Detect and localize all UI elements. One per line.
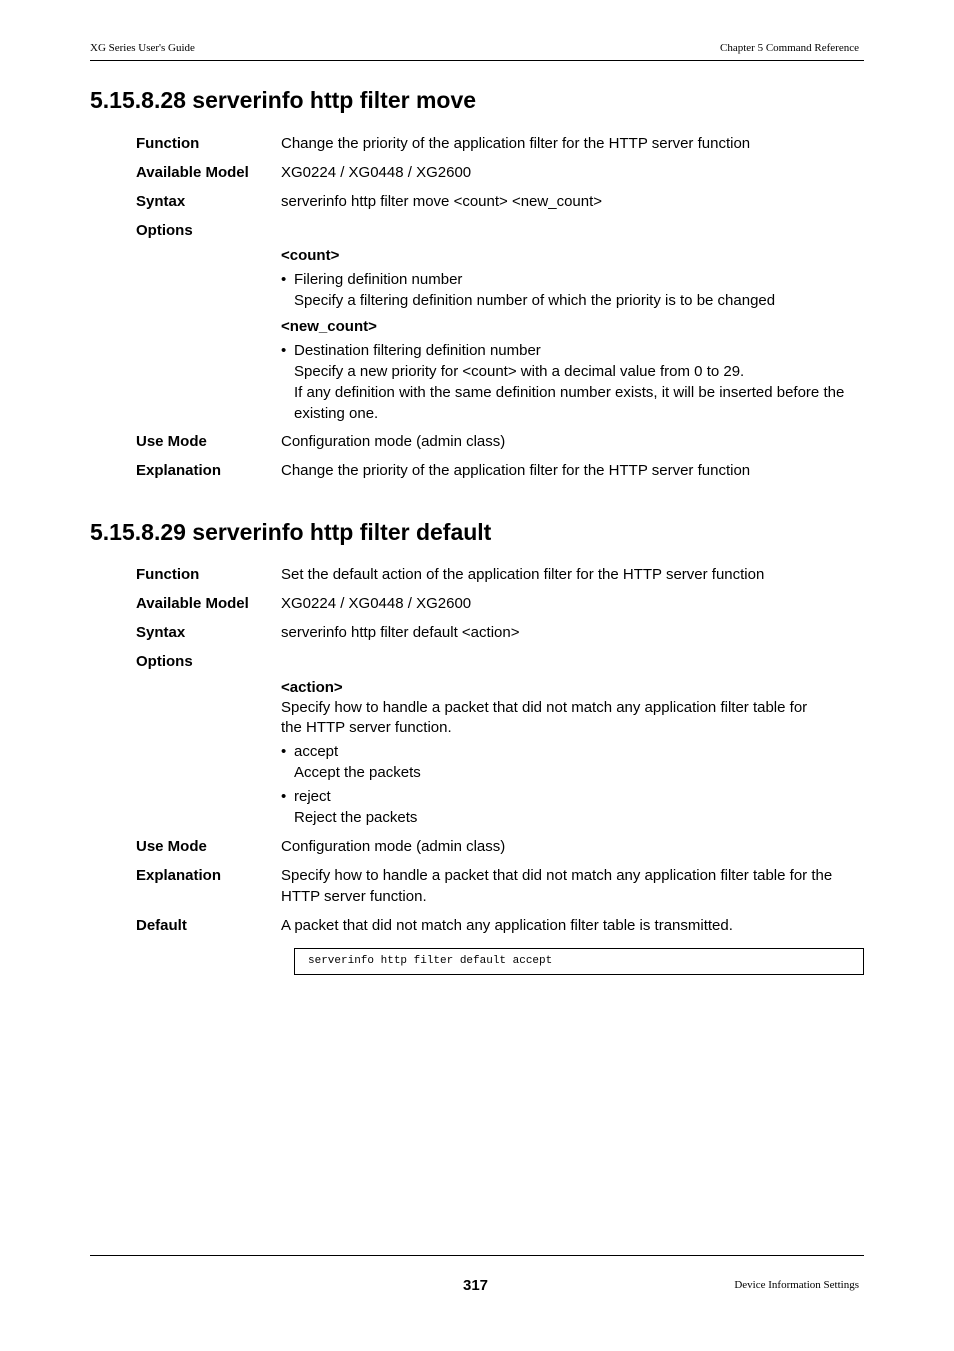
explanation-label: Explanation bbox=[136, 867, 222, 884]
model-row bbox=[136, 593, 864, 614]
example-row bbox=[136, 948, 864, 975]
bullet-title: reject bbox=[294, 788, 331, 805]
bullet-icon: • bbox=[281, 788, 287, 805]
running-header bbox=[90, 42, 864, 61]
section-filter-move bbox=[90, 86, 864, 481]
model-label: Available Model bbox=[136, 595, 249, 612]
page-number: 317 bbox=[463, 1277, 489, 1294]
footer-divider bbox=[90, 1255, 864, 1256]
option-desc: Specify how to handle a packet that did not match any application filter table for bbox=[281, 699, 808, 716]
bullet-desc: Reject the packets bbox=[294, 809, 418, 826]
explanation-value: Change the priority of the application filter for the HTTP server function bbox=[281, 462, 751, 479]
model-value: XG0224 / XG0448 / XG2600 bbox=[281, 164, 472, 181]
footer-section-title: Device Information Settings bbox=[734, 1279, 859, 1291]
usemode-label: Use Mode bbox=[136, 433, 207, 450]
function-label: Function bbox=[136, 566, 200, 583]
options-label: Options bbox=[136, 653, 193, 670]
bullet-title: Filering definition number bbox=[294, 271, 463, 288]
options-row bbox=[136, 220, 864, 424]
usemode-value: Configuration mode (admin class) bbox=[281, 838, 506, 855]
option-name: <new_count> bbox=[281, 318, 377, 335]
function-row bbox=[136, 133, 864, 154]
bullet-desc: Accept the packets bbox=[294, 764, 421, 781]
list-item bbox=[281, 340, 864, 424]
bullet-icon: • bbox=[281, 342, 287, 359]
section-title: 5.15.8.28 serverinfo http filter move bbox=[90, 87, 477, 113]
syntax-label: Syntax bbox=[136, 624, 186, 641]
section-filter-default bbox=[90, 518, 864, 975]
option-desc: the HTTP server function. bbox=[281, 719, 452, 736]
explanation-row bbox=[136, 865, 864, 907]
options-label: Options bbox=[136, 222, 193, 239]
code-example: serverinfo http filter default accept bbox=[294, 948, 864, 975]
default-value: A packet that did not match any application filter table is transmitted. bbox=[281, 917, 733, 934]
syntax-label: Syntax bbox=[136, 193, 186, 210]
model-value: XG0224 / XG0448 / XG2600 bbox=[281, 595, 472, 612]
function-value: Change the priority of the application filter for the HTTP server function bbox=[281, 135, 751, 152]
default-label: Default bbox=[136, 917, 187, 934]
usemode-value: Configuration mode (admin class) bbox=[281, 433, 506, 450]
options-row bbox=[136, 651, 864, 828]
function-value: Set the default action of the application filter for the HTTP server function bbox=[281, 566, 765, 583]
explanation-label: Explanation bbox=[136, 462, 222, 479]
usemode-label: Use Mode bbox=[136, 838, 207, 855]
model-label: Available Model bbox=[136, 164, 249, 181]
usemode-row bbox=[136, 431, 864, 452]
chapter-title: Chapter 5 Command Reference bbox=[720, 42, 859, 54]
model-row bbox=[136, 162, 864, 183]
bullet-title: accept bbox=[294, 743, 339, 760]
bullet-desc: Specify a filtering definition number of which the priority is to be changed bbox=[294, 292, 776, 309]
guide-title: XG Series User's Guide bbox=[90, 42, 195, 54]
option-name: <count> bbox=[281, 247, 340, 264]
usemode-row bbox=[136, 836, 864, 857]
section-title: 5.15.8.29 serverinfo http filter default bbox=[90, 519, 492, 545]
explanation-row bbox=[136, 460, 864, 481]
list-item bbox=[281, 269, 864, 311]
default-row bbox=[136, 915, 864, 936]
bullet-desc: If any definition with the same definition number exists, it will be inserted before the existing one. bbox=[294, 384, 845, 422]
bullet-icon: • bbox=[281, 743, 287, 760]
syntax-value: serverinfo http filter move <count> <new_count> bbox=[281, 193, 603, 210]
option-name: <action> bbox=[281, 679, 343, 696]
bullet-title: Destination filtering definition number bbox=[294, 342, 541, 359]
bullet-desc: Specify a new priority for <count> with a decimal value from 0 to 29. bbox=[294, 363, 745, 380]
bullet-icon: • bbox=[281, 271, 287, 288]
explanation-value: Specify how to handle a packet that did not match any application filter table for the HTTP server function. bbox=[281, 867, 833, 905]
function-label: Function bbox=[136, 135, 200, 152]
list-item bbox=[281, 741, 864, 783]
syntax-value: serverinfo http filter default <action> bbox=[281, 624, 520, 641]
syntax-row bbox=[136, 191, 864, 212]
function-row bbox=[136, 564, 864, 585]
syntax-row bbox=[136, 622, 864, 643]
list-item bbox=[281, 786, 864, 828]
